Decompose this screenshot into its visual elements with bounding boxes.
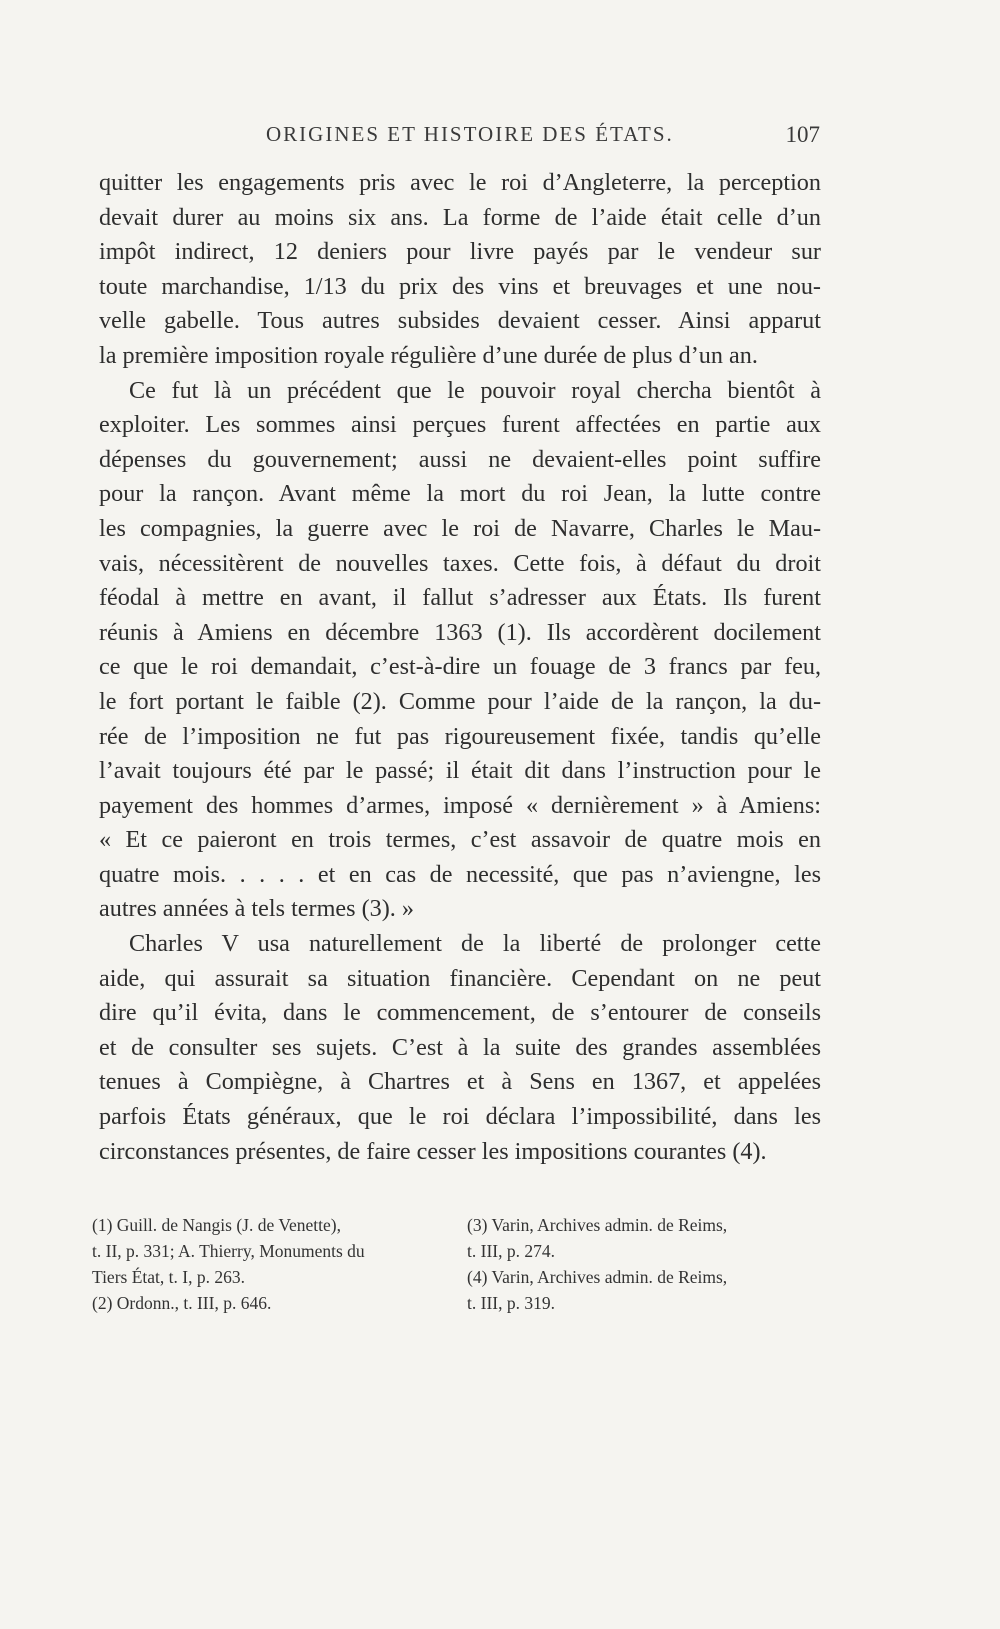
- footnote-line: (1) Guill. de Nangis (J. de Venette),: [92, 1215, 341, 1235]
- text-line: vais, nécessitèrent de nouvelles taxes. Cette fois, à défaut du droit: [99, 549, 821, 577]
- text-line: exploiter. Les sommes ainsi perçues furent affectées en partie aux: [99, 411, 821, 439]
- text-line: le fort portant le faible (2). Comme pour l’aide de la rançon, la du-: [99, 687, 821, 715]
- footnotes-right-column: [467, 1212, 822, 1316]
- text-line: circonstances présentes, de faire cesser les impositions courantes (4).: [99, 1137, 767, 1165]
- text-line: quatre mois. . . . . et en cas de necessité, que pas n’aviengne, les: [99, 860, 821, 888]
- text-line: les compagnies, la guerre avec le roi de Navarre, Charles le Mau-: [99, 514, 821, 542]
- text-line: « Et ce paieront en trois termes, c’est assavoir de quatre mois en: [99, 826, 821, 854]
- text-line: Ce fut là un précédent que le pouvoir royal chercha bientôt à: [129, 376, 821, 404]
- text-line: féodal à mettre en avant, il fallut s’adresser aux États. Ils furent: [99, 584, 821, 612]
- text-line: parfois États généraux, que le roi déclara l’impossibilité, dans les: [99, 1103, 821, 1131]
- footnote-line: (2) Ordonn., t. III, p. 646.: [92, 1293, 272, 1313]
- text-line: quitter les engagements pris avec le roi d’Angleterre, la perception: [99, 169, 821, 196]
- footnote-line: t. III, p. 319.: [467, 1293, 555, 1313]
- text-line: dire qu’il évita, dans le commencement, de s’entourer de conseils: [99, 999, 821, 1027]
- text-line: autres années à tels termes (3). »: [99, 895, 414, 923]
- text-line: l’avait toujours été par le passé; il était dit dans l’instruction pour le: [99, 757, 821, 785]
- footnote-line: (4) Varin, Archives admin. de Reims,: [467, 1267, 728, 1287]
- page-header: [104, 122, 820, 152]
- footnote-line: (3) Varin, Archives admin. de Reims,: [467, 1215, 728, 1235]
- body-text: [99, 166, 821, 1169]
- text-line: dépenses du gouvernement; aussi ne devaient-elles point suffire: [99, 445, 821, 473]
- footnotes-left-column: [92, 1212, 437, 1316]
- text-line: la première imposition royale régulière d’une durée de plus d’un an.: [99, 341, 758, 369]
- text-line: payement des hommes d’armes, imposé « dernièrement » à Amiens:: [99, 791, 821, 819]
- text-line: aide, qui assurait sa situation financière. Cependant on ne peut: [99, 964, 821, 992]
- footnote-line: Tiers État, t. I, p. 263.: [92, 1267, 245, 1287]
- text-line: toute marchandise, 1/13 du prix des vins et breuvages et une nou-: [99, 272, 821, 300]
- text-line: réunis à Amiens en décembre 1363 (1). Ils accordèrent docilement: [99, 618, 821, 646]
- footnote-line: t. II, p. 331; A. Thierry, Monuments du: [92, 1241, 365, 1261]
- text-line: rée de l’imposition ne fut pas rigoureusement fixée, tandis qu’elle: [99, 722, 821, 750]
- text-line: tenues à Compiègne, à Chartres et à Sens en 1367, et appelées: [99, 1068, 821, 1096]
- text-line: ce que le roi demandait, c’est-à-dire un fouage de 3 francs par feu,: [99, 653, 821, 681]
- footnote-line: t. III, p. 274.: [467, 1241, 555, 1261]
- page-number: 107: [785, 122, 820, 147]
- text-line: Charles V usa naturellement de la liberté de prolonger cette: [129, 930, 821, 958]
- text-line: impôt indirect, 12 deniers pour livre payés par le vendeur sur: [99, 238, 821, 266]
- text-line: et de consulter ses sujets. C’est à la suite des grandes assemblées: [99, 1033, 821, 1061]
- text-line: devait durer au moins six ans. La forme de l’aide était celle d’un: [99, 203, 821, 231]
- running-head: ORIGINES ET HISTOIRE DES ÉTATS.: [266, 122, 674, 146]
- text-line: pour la rançon. Avant même la mort du roi Jean, la lutte contre: [99, 480, 821, 508]
- text-line: velle gabelle. Tous autres subsides devaient cesser. Ainsi apparut: [99, 307, 821, 335]
